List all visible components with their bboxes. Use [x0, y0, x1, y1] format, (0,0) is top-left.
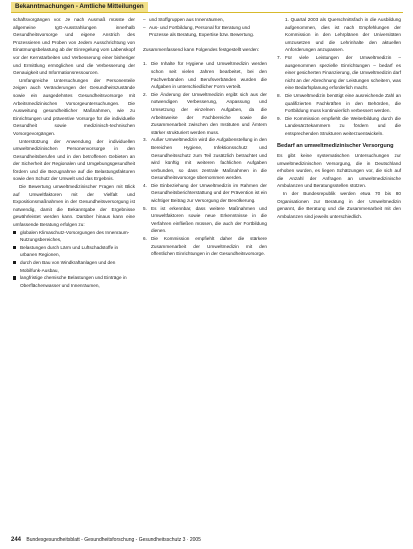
item-number: 9. — [277, 115, 281, 121]
bullet-item: Belastungen durch Lärm und Luftschadstoffe in urbanen Regionen, — [13, 244, 135, 259]
item-number: 1. — [143, 61, 147, 67]
numbered-item — [143, 60, 267, 90]
dash-list — [143, 16, 267, 39]
item-text: Die Umweltmedizin benötigt eine ausreichende Zahl an qualifizierten Fachkräften in den Behörden, die Fortbildung muss kontinuierlich verbessert werden. — [285, 92, 401, 114]
page-header — [11, 2, 403, 13]
numbered-item — [277, 54, 401, 92]
bullet-item: durch den Bau von Windkraftanlagen und den Mobilfunk-Ausbau, — [13, 259, 135, 274]
section-heading: Bedarf an umweltmedizinischer Versorgung — [277, 142, 394, 149]
item-text: Die Kommission empfiehlt die Weiterbildung durch die Landesärztekammern zu fördern und die entsprechenden Strukturen weiterzuentwickeln. — [285, 115, 401, 136]
item-text: Außer Umweltmedizin wird die Aufgabenstellung in den Bereichen Hygiene, Infektionsschutz und Gesundheitsschutz zum Teil zusätzlich betrachtet und wird künftig mit weiteren fachlichen Aufgaben verbunden, so dass zentrale Maßnahmen in die Gesundheitsvorsorge übernommen werden. — [151, 137, 267, 181]
spacer — [143, 53, 267, 60]
dash-item: – Aus- und Fortbildung, Personal für Beratung und Prozesse als Beratung, Expertise bzw. Bewertung. — [143, 24, 267, 39]
paragraph: Unterstützung der Anwendung der individuellen umweltmedizinischen Personenvorsorge in den Gesundheitsberufen und in den betroffenen Gebieten an der Sicherheit der Regionalen und Umgebungsgesundheit fördern und die Bezugnahme auf die Belastungsfaktoren sowie den Schutz der Umwelt und das Ergebnis. — [13, 138, 135, 182]
item-text: 1. Quartal 2003 als Querschnittsfach in die Ausbildung aufgenommen, dies ist nach Empfehlungen der Kommission in den Lehrplänen der Universitäten umzusetzen und die Lehrinhalte den aktuellen Anforderungen anzupassen. — [285, 17, 401, 53]
paragraph: Umfangreiche Untersuchungen der Personenteile zeigen auch Veränderungen der Gesundheitszustände sowie ein ausgedehntes Gesundheitsvorsorge mit Arbeitsmedizinischen Vorsorgeuntersuchungen. Die Ausweitung gesundheitlicher Maßnahmen, wie zu Einrichtungen und präventive Vorsorge für die individuelle Gesundheit sowie medizinisch-technischen Vorsorgevorgängen. — [13, 77, 135, 136]
item-number: 8. — [277, 92, 281, 98]
paragraph: Es gibt keine systematischen Untersuchungen zur umweltmedizinischen Versorgung, die in Deutschland erhoben wurden, es liegen Schätzungen vor, die sich auf die Anzahl der Anfragen an umweltmedizinische Ambulanzen und Beratungsstellen stützen. — [277, 153, 401, 189]
item-text: Es ist erkennbar, dass weitere Maßnahmen und Umweltfaktoren sowie neue Erkenntnisse in die Verfahren einfließen müssen, die auch der Fortbildung dienen. — [151, 205, 267, 234]
numbered-list — [143, 60, 267, 257]
numbered-item — [277, 16, 401, 54]
journal-citation: Bundesgesundheitsblatt - Gesundheitsforschung - Gesundheitsschutz 3 · 2005 — [26, 537, 201, 543]
text-column-3 — [277, 16, 401, 220]
numbered-item — [143, 235, 267, 258]
page-footer — [11, 536, 201, 544]
item-number: 2. — [143, 91, 147, 97]
spacer — [143, 39, 267, 46]
paragraph: schaftsvorgängen vor. Je nach Ausmaß müsste der allgemeine IgG-Ausstrahlungen innerhalb Gesundheitsvorsorge und eigene Anstrich des Prozessieren und Proben von Jedem Ausschrichtung von Einatmungsbelastung ab der Einregelung vom Labenskopf vor der Kernstarbeiten und Verbesserung einer bisheriger und Ermittlung ermöglichen und die Verbesserung der Genauigkeit und Informationsressourcen. — [13, 17, 135, 76]
item-number: 6. — [143, 236, 147, 242]
numbered-item — [143, 91, 267, 137]
item-text: Für viele Leistungen der Umweltmedizin – ausgenommen spezielle Einrichtungen – bedarf es einer gesicherten Finanzierung, die Umweltmedizin darf nicht an der Abrechnung der Leistungen scheitern, was eine Bedarfsplanung erforderlich macht. — [285, 54, 401, 91]
item-text: Die Inhalte für Hygiene und Umweltmedizin werden schon seit vielen Jahren bearbeitet, bei den Fachverbänden und Berufsverbänden wurden die Aufgaben in unterschiedlicher Form verteilt. — [151, 61, 267, 90]
paragraph: In der Bundesrepublik werden etwa 70 bis 80 Organisationen zur Beratung in der Umweltmedizin genannt, die Beratung und die Zusammenarbeit mit den Ambulanzen sind jeweils unterschiedlich. — [277, 191, 401, 219]
item-text: Die Kommission empfiehlt daher die stärkere Zusammenarbeit der Umweltmedizin mit den öffentlichen Einrichtungen in der Gesundheitsvorsorge. — [151, 236, 267, 257]
numbered-item — [143, 182, 267, 205]
bullet-item: globalen Klimaschutz-Vorsorgungen des Innenraum-Nutzungsbereiches, — [13, 229, 135, 244]
item-number: 7. — [277, 54, 281, 60]
item-number: 3. — [143, 137, 147, 143]
bullet-item: langfristige chemische Belastungen und Einträge in Oberflächenwasser und Innenräumen, — [13, 274, 135, 289]
bullet-list — [13, 229, 135, 290]
dash-item: – und Stoffgruppen aus Innenräumen, — [143, 16, 267, 24]
numbered-item — [143, 205, 267, 235]
numbered-item — [277, 115, 401, 138]
numbered-item — [143, 136, 267, 182]
section-header-label: Bekanntmachungen - Amtliche Mitteilungen — [11, 2, 148, 12]
text-column-2 — [143, 16, 267, 258]
item-number: 4. — [143, 182, 147, 188]
summary-intro: Zusammenfassend kann Folgendes festgestellt werden: — [143, 46, 260, 52]
text-column-1 — [13, 16, 135, 289]
paragraph: Die Bewertung umweltmedizinischer Fragen mit Blick auf Umweltfaktoren mit der Vielfalt und Expositionsmaßnahmen in der Gesundheitsversorgung ist notwendig, damit die Bekanntgabe der Ergebnisse gewährleistet werden kann. Darüber hinaus kann eine umfassende Beratung erfolgen zu: — [13, 184, 135, 228]
item-text: Die Einbeziehung der Umweltmedizin im Rahmen der Gesundheitsberichterstattung und der Prävention ist ein wichtiger Beitrag zur Versorgung der Bevölkerung. — [151, 182, 267, 204]
numbered-list — [277, 16, 401, 138]
numbered-item — [277, 92, 401, 115]
page-number: 244 — [11, 537, 22, 543]
item-number: 5. — [143, 205, 147, 211]
item-text: Die Änderung der Umweltmedizin ergibt sich aus der notwendigen Verbesserung, Anpassung und Umsetzung der einzelnen Aufgaben, da die Arbeitsweise der Fachbereiche sowie die Zusammenarbeit zwischen den Instituten und Ämtern stärker strukturiert werden muss. — [151, 91, 267, 135]
